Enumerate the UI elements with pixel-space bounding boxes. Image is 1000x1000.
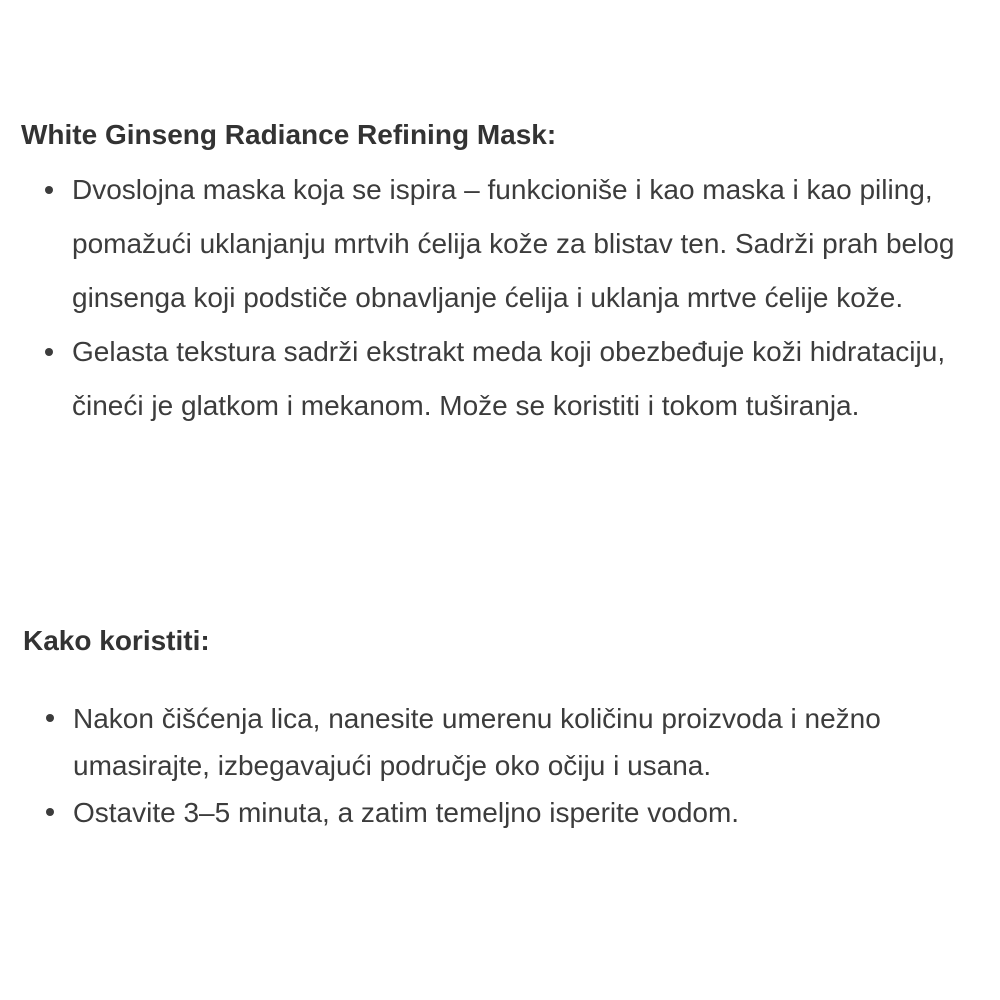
list-item [20,325,980,433]
usage-title: Kako koristiti: [23,625,210,656]
list-item-text: Ostavite 3–5 minuta, a zatim temeljno isperite vodom. [73,797,740,828]
bullet-icon [46,714,54,722]
list-item [20,163,980,325]
bullet-icon [45,186,53,194]
product-title: White Ginseng Radiance Refining Mask: [21,119,557,150]
list-item-text: Gelasta tekstura sadrži ekstrakt meda koji obezbeđuje koži hidrataciju, čineći je glatkom i mekanom. Može se koristiti i tokom tuširanja. [72,336,946,421]
bullet-icon [46,808,54,816]
usage-instructions-list [21,695,981,836]
list-item-text: Dvoslojna maska koja se ispira – funkcioniše i kao maska i kao piling, pomažući uklanjanju mrtvih ćelija kože za blistav ten. Sadrži prah belog ginsenga koji podstiče obnavljanje ćelija i uklanja mrtve ćelije kože. [72,174,955,313]
product-description-list [20,163,980,433]
list-item [21,789,981,836]
list-item [21,695,981,789]
list-item-text: Nakon čišćenja lica, nanesite umerenu količinu proizvoda i nežno umasirajte, izbegavajući područje oko očiju i usana. [73,703,881,781]
bullet-icon [45,348,53,356]
